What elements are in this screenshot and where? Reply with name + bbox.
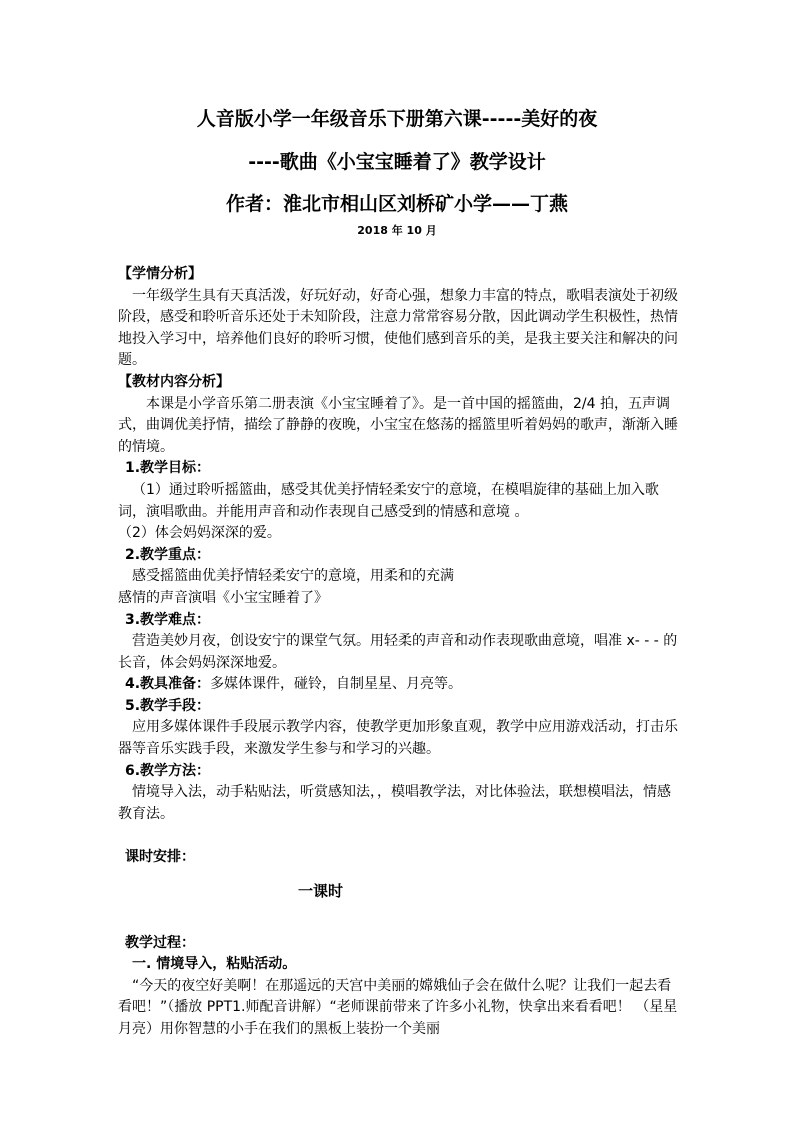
paragraph-teaching-means: 应用多媒体课件手段展示教学内容，使教学更加形象直观，教学中应用游戏活动，打击乐器等音乐实践手段，来激发学生参与和学习的兴趣。: [118, 719, 678, 758]
heading-teaching-means: 5.教学手段：: [125, 697, 211, 714]
text-teaching-aids: 多媒体课件，碰铃，自制星星、月亮等。: [210, 676, 463, 693]
paragraph-key-points-a: 感受摇篮曲优美抒情轻柔安宁的意境，用柔和的充满: [132, 568, 454, 585]
title-line-2: ----歌曲《小宝宝睡着了》教学设计: [248, 151, 546, 173]
date-line: 2018 年 10 月: [357, 224, 437, 237]
heading-difficulties: 3.教学难点：: [125, 611, 211, 628]
paragraph-step-1: “今天的夜空好美啊！在那遥远的天宫中美丽的嫦娥仙子会在做什么呢？让我们一起去看看吧！”（播放 PPT1.师配音讲解）“老师课前带来了许多小礼物，快拿出来看看吧！ （星星月亮）用你智慧的小手在我们的黑板上装扮一个美丽: [118, 977, 678, 1037]
paragraph-goal-1: （1）通过聆听摇篮曲，感受其优美抒情轻柔安宁的意境，在模唱旋律的基础上加入歌词，演唱歌曲。并能用声音和动作表现自己感受到的情感和意境 。: [118, 481, 659, 520]
heading-step-1: 一. 情境导入，粘贴活动。: [132, 956, 297, 973]
heading-teaching-goals: 1.教学目标：: [125, 460, 211, 477]
paragraph-difficulties: 营造美妙月夜，创设安宁的课堂气氛。用轻柔的声音和动作表现歌曲意境，唱准 x- - - 的长音，体会妈妈深深地爱。: [118, 633, 678, 671]
section-heading-jiaocai: 【教材内容分析】: [118, 373, 230, 390]
paragraph-goal-2: （2）体会妈妈深深的爱。: [118, 525, 281, 542]
line-teaching-aids: [118, 674, 683, 696]
paragraph-key-points-b: 感情的声音演唱《小宝宝睡着了》: [118, 589, 328, 606]
document-body: [118, 264, 683, 1041]
heading-key-points: 2.教学重点：: [125, 546, 211, 563]
paragraph-xueqing: 一年级学生具有天真活泼，好玩好动，好奇心强，想象力丰富的特点，歌唱表演处于初级阶段，感受和聆听音乐还处于未知阶段，注意力常常容易分散，因此调动学生积极性，热情地投入学习中，培养他们良好的聆听习惯，使他们感到音乐的美，是我主要关注和解决的问题。: [118, 287, 678, 369]
heading-teaching-process: 教学过程：: [125, 934, 195, 951]
author-line: 作者：淮北市相山区刘桥矿小学——丁燕: [225, 193, 568, 215]
schedule-value: 一课时: [298, 882, 344, 901]
heading-teaching-aids: 4.教具准备：: [125, 676, 211, 693]
title-line-1: 人音版小学一年级音乐下册第六课-----美好的夜: [196, 108, 598, 130]
paragraph-teaching-methods: 情境导入法，动手粘贴法，听赏感知法，，模唱教学法，对比体验法，联想模唱法，情感教育法。: [118, 784, 671, 822]
heading-teaching-methods: 6.教学方法：: [125, 762, 211, 779]
section-heading-xueqing: 【学情分析】: [118, 266, 202, 282]
paragraph-jiaocai: 本课是小学音乐第二册表演《小宝宝睡着了》。是一首中国的摇篮曲，2/4 拍，五声调式，曲调优美抒情，描绘了静静的夜晚，小宝宝在悠荡的摇篮里听着妈妈的歌声，渐渐入睡的情境。: [118, 395, 678, 455]
heading-schedule: 课时安排：: [125, 849, 195, 866]
